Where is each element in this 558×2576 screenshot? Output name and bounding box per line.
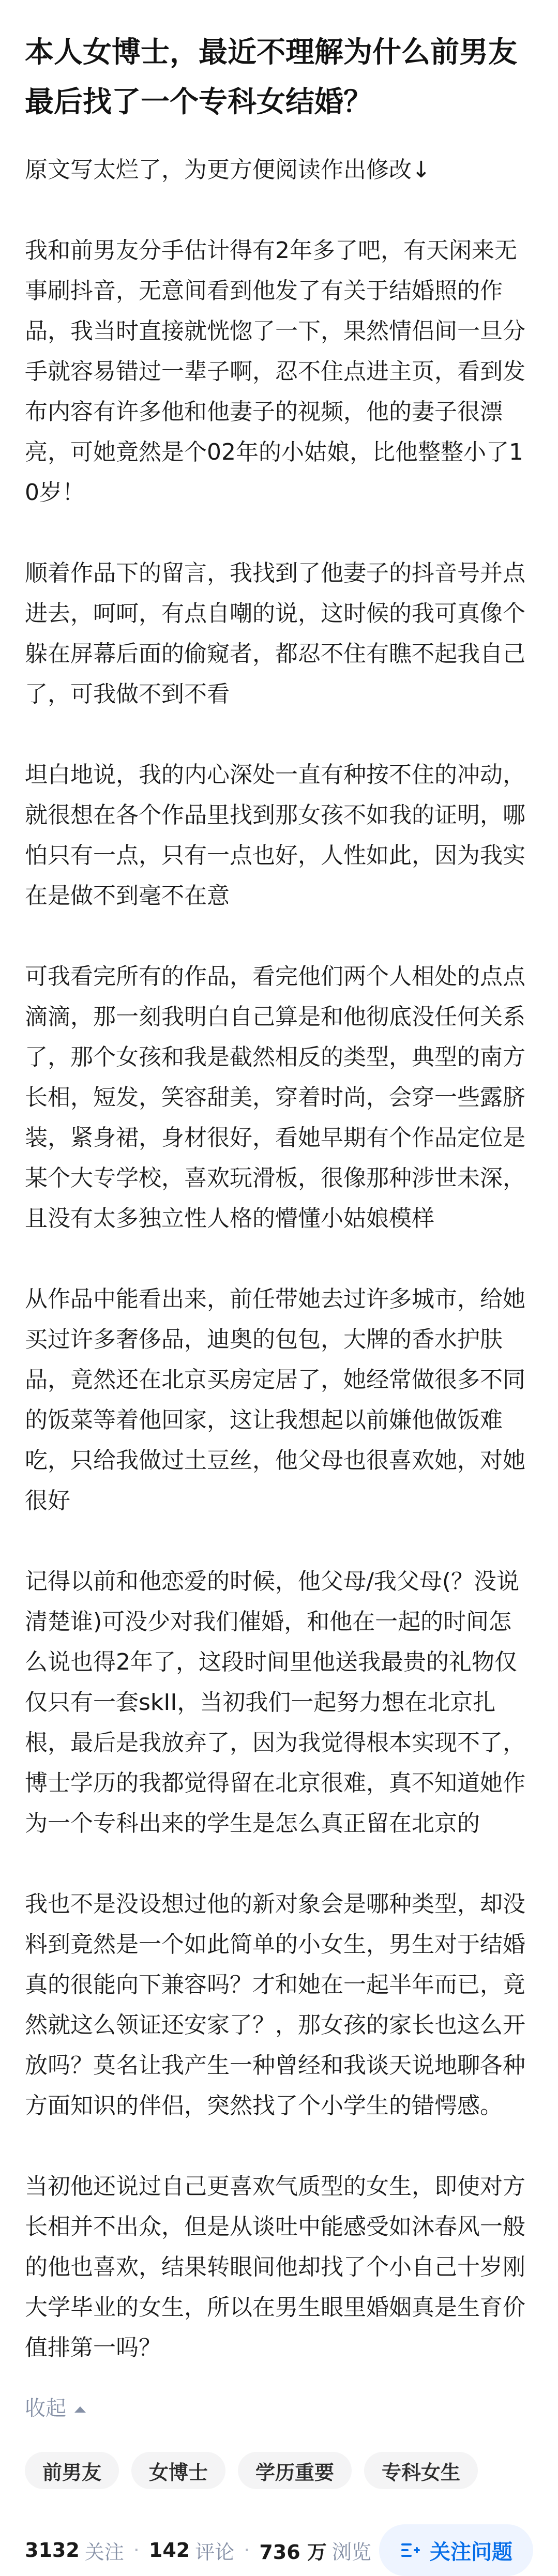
follow-list-icon (400, 2540, 420, 2560)
topic-tags (25, 2452, 533, 2489)
view-count-label: 浏览 (331, 2540, 371, 2564)
topic-tag[interactable]: 女博士 (131, 2452, 225, 2489)
topic-tag[interactable]: 前男友 (25, 2452, 119, 2489)
comment-count: 142 (148, 2539, 190, 2562)
answer-paragraph: 从作品中能看出来，前任带她去过许多城市，给她买过许多奢侈品，迪奥的包包，大牌的香水护肤品，竟然还在北京买房定居了，她经常做很多不同的饭菜等着他回家，这让我想起以前嫌他做饭难吃，只给我做过土豆丝，他父母也很喜欢她，对她很好 (25, 1286, 525, 1514)
separator-dot: · (244, 2539, 250, 2562)
comment-count-label: 评论 (195, 2540, 235, 2564)
answer-paragraph: 我也不是没设想过他的新对象会是哪种类型，却没料到竟然是一个如此简单的小女生，男生对于结婚真的很能向下兼容吗？才和她在一起半年而已，竟然就这么领证还安家了？，那女孩的家长也这么开放吗？莫名让我产生一种曾经和我谈天说地聊各种方面知识的伴侣，突然找了个小学生的错愕感。 (25, 1891, 525, 2119)
question-stats (25, 2536, 371, 2565)
answer-paragraph: 顺着作品下的留言，我找到了他妻子的抖音号并点进去，呵呵，有点自嘲的说，这时候的我可真像个躲在屏幕后面的偷窥者，都忍不住有瞧不起我自己了，可我做不到不看 (25, 560, 525, 707)
view-count: 736 万 (259, 2540, 327, 2564)
answer-paragraph: 原文写太烂了，为更方便阅读作出修改↓ (25, 157, 431, 183)
collapse-label: 收起 (25, 2397, 66, 2420)
question-footer (25, 2524, 533, 2576)
follow-question-label: 关注问题 (430, 2540, 512, 2564)
answer-paragraph: 当初他还说过自己更喜欢气质型的女生，即使对方长相并不出众，但是从谈吐中能感受如沐春风一般的他也喜欢，结果转眼间他却找了个小自己十岁刚大学毕业的女生，所以在男生眼里婚姻真是生育价值排第一吗？ (25, 2173, 525, 2361)
follow-count-label: 关注 (84, 2540, 124, 2564)
topic-tag[interactable]: 学历重要 (238, 2452, 352, 2489)
collapse-button[interactable] (25, 2393, 533, 2424)
answer-paragraph: 可我看完所有的作品，看完他们两个人相处的点点滴滴，那一刻我明白自己算是和他彻底没任何关系了，那个女孩和我是截然相反的类型，典型的南方长相，短发，笑容甜美，穿着时尚，会穿一些露脐装，紧身裙，身材很好，看她早期有个作品定位是某个大专学校，喜欢玩滑板，很像那种涉世未深，且没有太多独立性人格的懵懂小姑娘模样 (25, 963, 525, 1232)
follow-question-button[interactable] (379, 2524, 533, 2576)
caret-up-icon (74, 2406, 86, 2413)
answer-paragraph: 记得以前和他恋爱的时候，他父母/我父母(？没说清楚谁)可没少对我们催婚，和他在一起的时间怎么说也得2年了，这段时间里他送我最贵的礼物仅仅只有一套skII，当初我们一起努力想在北京扎根，最后是我放弃了，因为我觉得根本实现不了，博士学历的我都觉得留在北京很难，真不知道她作为一个专科出来的学生是怎么真正留在北京的 (25, 1568, 525, 1837)
follow-count: 3132 (25, 2539, 80, 2562)
answer-paragraph: 坦白地说，我的内心深处一直有种按不住的冲动，就很想在各个作品里找到那女孩不如我的证明，哪怕只有一点，只有一点也好，人性如此，因为我实在是做不到毫不在意 (25, 762, 525, 909)
question-title[interactable]: 本人女博士，最近不理解为什么前男友最后找了一个专科女结婚？ (25, 36, 517, 119)
topic-tag[interactable]: 专科女生 (364, 2452, 478, 2489)
answer-body (25, 150, 533, 2368)
answer-paragraph: 我和前男友分手估计得有2年多了吧，有天闲来无事刷抖音，无意间看到他发了有关于结婚照的作品，我当时直接就恍惚了一下，果然情侣间一旦分手就容易错过一辈子啊，忍不住点进主页，看到发布内容有许多他和他妻子的视频，他的妻子很漂亮，可她竟然是个02年的小姑娘，比他整整小了10岁！ (25, 237, 525, 506)
separator-dot: · (133, 2539, 140, 2562)
